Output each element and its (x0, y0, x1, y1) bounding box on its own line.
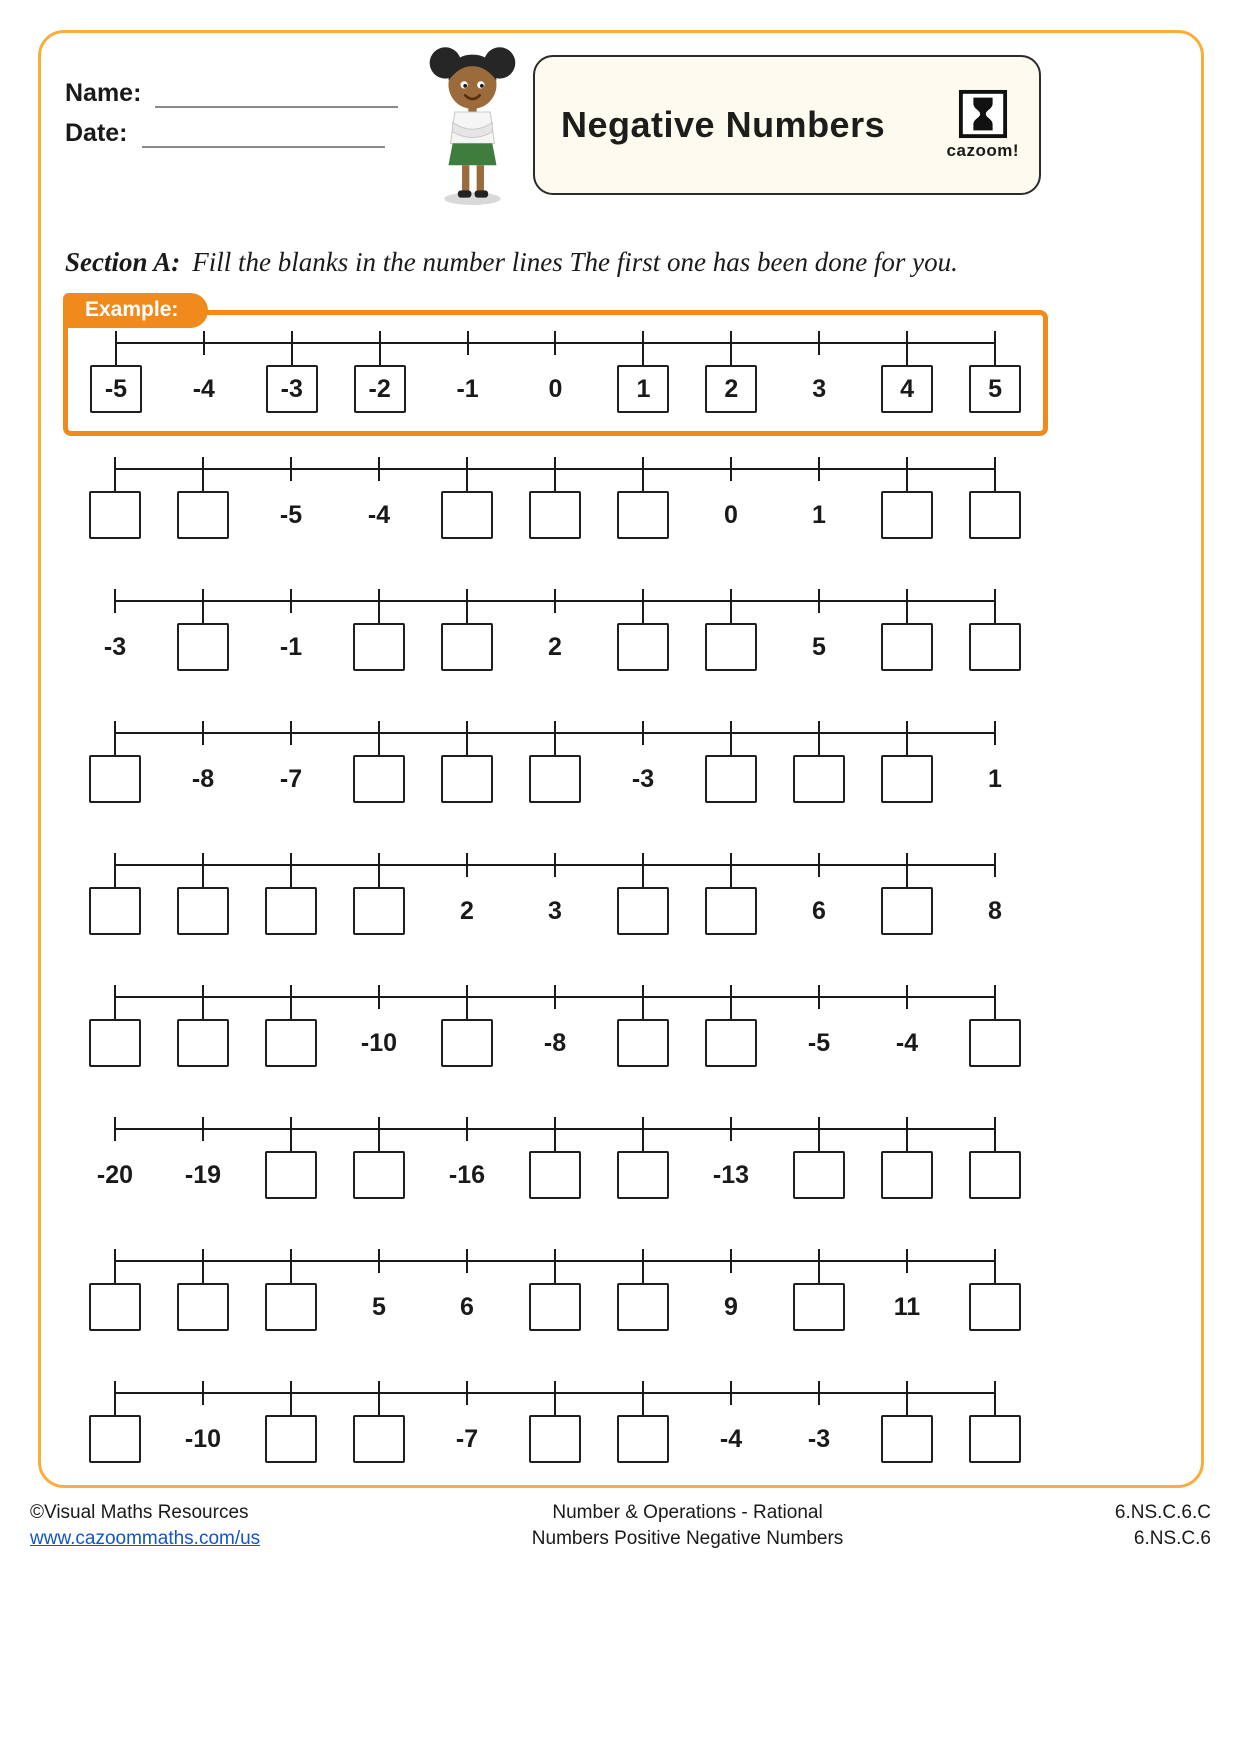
number-label: -4 (367, 500, 391, 529)
filled-answer-box: 1 (617, 365, 669, 413)
tick-connector (114, 1009, 116, 1019)
name-label: Name: (65, 79, 142, 107)
example-block (63, 293, 1048, 438)
number-label: 5 (812, 632, 826, 661)
tick-connector (818, 1141, 820, 1151)
number-label: -7 (455, 1424, 479, 1453)
number-label: -4 (719, 1424, 743, 1453)
tick-connector (466, 745, 468, 755)
tick-connector (290, 1141, 292, 1151)
number-label: -19 (184, 1160, 222, 1189)
example-box (63, 310, 1048, 436)
number-line-rule (115, 864, 995, 866)
empty-answer-box[interactable] (705, 623, 757, 671)
number-label: 11 (893, 1292, 921, 1321)
tick-connector (730, 355, 732, 365)
empty-answer-box[interactable] (793, 1151, 845, 1199)
tick-connector (994, 1009, 996, 1019)
example-number-line (72, 331, 1039, 413)
example-tab: Example: (63, 293, 208, 328)
empty-answer-box[interactable] (705, 1019, 757, 1067)
number-label: -7 (279, 764, 303, 793)
tick-connector (114, 745, 116, 755)
name-input-line[interactable] (155, 82, 398, 108)
number-label: 5 (372, 1292, 386, 1321)
tick-connector (906, 1405, 908, 1415)
empty-answer-box[interactable] (969, 623, 1021, 671)
number-line-rule (115, 996, 995, 998)
empty-answer-box[interactable] (89, 1019, 141, 1067)
number-label: 6 (812, 896, 826, 925)
tick-connector (730, 1009, 732, 1019)
number-line-5 (71, 985, 1039, 1067)
section-heading (65, 247, 1165, 278)
filled-answer-box: -2 (354, 365, 406, 413)
tick-connector (114, 1273, 116, 1283)
tick-connector (994, 355, 996, 365)
number-label: 0 (548, 374, 563, 403)
number-label: 8 (988, 896, 1002, 925)
number-label: -1 (279, 632, 303, 661)
tick-connector (378, 1405, 380, 1415)
mascot-girl-illustration (423, 41, 523, 206)
standard-code-1: 6.NS.C.6.C (1114, 1502, 1211, 1523)
date-field (65, 119, 385, 148)
empty-answer-box[interactable] (353, 755, 405, 803)
tick-connector (642, 481, 644, 491)
empty-answer-box[interactable] (881, 1151, 933, 1199)
empty-answer-box[interactable] (529, 755, 581, 803)
empty-answer-box[interactable] (617, 623, 669, 671)
lines-mount (71, 457, 1039, 1513)
tick-connector (202, 1273, 204, 1283)
name-field (65, 79, 398, 108)
tick-connector (642, 1009, 644, 1019)
empty-answer-box[interactable] (969, 1019, 1021, 1067)
empty-answer-box[interactable] (969, 1415, 1021, 1463)
tick-connector (906, 613, 908, 623)
tick-connector (202, 613, 204, 623)
tick-connector (906, 481, 908, 491)
empty-answer-box[interactable] (353, 1415, 405, 1463)
empty-answer-box[interactable] (353, 887, 405, 935)
tick-connector (554, 481, 556, 491)
tick-connector (730, 613, 732, 623)
number-label: 1 (988, 764, 1002, 793)
tick-connector (291, 355, 293, 365)
empty-answer-box[interactable] (617, 491, 669, 539)
worksheet-title: Negative Numbers (561, 104, 886, 145)
number-label: -10 (184, 1424, 222, 1453)
number-line-rule (115, 1392, 995, 1394)
worksheet-frame (38, 30, 1204, 1488)
section-label: Section A: (65, 247, 181, 277)
number-label: -3 (631, 764, 655, 793)
empty-answer-box[interactable] (793, 1283, 845, 1331)
tick-connector (642, 1273, 644, 1283)
empty-answer-box[interactable] (265, 1415, 317, 1463)
empty-answer-box[interactable] (705, 755, 757, 803)
empty-answer-box[interactable] (89, 887, 141, 935)
empty-answer-box[interactable] (793, 755, 845, 803)
empty-answer-box[interactable] (353, 623, 405, 671)
number-label: -5 (807, 1028, 831, 1057)
empty-answer-box[interactable] (353, 1151, 405, 1199)
title-box (533, 55, 1041, 195)
tick-connector (554, 1141, 556, 1151)
tick-connector (115, 355, 117, 365)
tick-connector (994, 1141, 996, 1151)
number-label: 0 (724, 500, 738, 529)
empty-answer-box[interactable] (441, 755, 493, 803)
number-line-1 (71, 457, 1039, 539)
empty-answer-box[interactable] (89, 491, 141, 539)
empty-answer-box[interactable] (969, 491, 1021, 539)
empty-answer-box[interactable] (89, 755, 141, 803)
cazoom-logo-icon (958, 89, 1008, 139)
empty-answer-box[interactable] (177, 1283, 229, 1331)
empty-answer-box[interactable] (265, 1283, 317, 1331)
empty-answer-box[interactable] (617, 1151, 669, 1199)
tick-connector (114, 1405, 116, 1415)
number-line-4 (71, 853, 1039, 935)
empty-answer-box[interactable] (177, 1019, 229, 1067)
tick-connector (114, 481, 116, 491)
number-line-rule (115, 1128, 995, 1130)
tick-connector (466, 481, 468, 491)
mascot (423, 41, 523, 206)
standard-code-2: 6.NS.C.6 (1133, 1527, 1211, 1549)
empty-answer-box[interactable] (265, 1151, 317, 1199)
number-label: 2 (460, 896, 474, 925)
date-label: Date: (65, 119, 128, 147)
empty-answer-box[interactable] (177, 623, 229, 671)
empty-answer-box[interactable] (529, 1283, 581, 1331)
tick-connector (114, 877, 116, 887)
tick-connector (290, 1009, 292, 1019)
tick-connector (642, 613, 644, 623)
number-label: 2 (548, 632, 562, 661)
number-line-3 (71, 721, 1039, 803)
tick-connector (466, 613, 468, 623)
number-label: 3 (548, 896, 562, 925)
number-label: -4 (192, 374, 215, 403)
empty-answer-box[interactable] (969, 1151, 1021, 1199)
tick-connector (378, 613, 380, 623)
tick-connector (378, 745, 380, 755)
tick-connector (290, 877, 292, 887)
footer-topic-line2: Numbers Positive Negative Numbers (531, 1527, 844, 1549)
number-label: -20 (96, 1160, 134, 1189)
tick-connector (378, 877, 380, 887)
empty-answer-box[interactable] (881, 491, 933, 539)
footer-topic-line1: Number & Operations - Rational (552, 1502, 823, 1523)
number-line-rule (115, 1260, 995, 1262)
footer-right (1115, 1500, 1211, 1551)
tick-connector (906, 1141, 908, 1151)
number-label: -16 (448, 1160, 486, 1189)
filled-answer-box: -3 (266, 365, 318, 413)
brand-logo (947, 89, 1019, 161)
empty-answer-box[interactable] (881, 623, 933, 671)
tick-connector (994, 1405, 996, 1415)
filled-answer-box: -5 (90, 365, 142, 413)
tick-connector (642, 1405, 644, 1415)
number-line-6 (71, 1117, 1039, 1199)
number-label: -8 (543, 1028, 567, 1057)
empty-answer-box[interactable] (881, 755, 933, 803)
tick-connector (554, 1405, 556, 1415)
tick-connector (994, 481, 996, 491)
number-label: -13 (712, 1160, 750, 1189)
number-label: -3 (103, 632, 127, 661)
tick-connector (642, 877, 644, 887)
number-label: -3 (807, 1424, 831, 1453)
empty-answer-box[interactable] (881, 887, 933, 935)
empty-answer-box[interactable] (529, 1151, 581, 1199)
empty-answer-box[interactable] (969, 1283, 1021, 1331)
tick-connector (642, 1141, 644, 1151)
tick-connector (994, 613, 996, 623)
tick-connector (290, 1405, 292, 1415)
tick-connector (906, 745, 908, 755)
footer-center (532, 1500, 844, 1551)
section-instructions: Fill the blanks in the number lines The first one has been done for you. (192, 247, 958, 277)
tick-connector (202, 877, 204, 887)
tick-connector (379, 355, 381, 365)
tick-connector (642, 355, 644, 365)
empty-answer-box[interactable] (529, 1415, 581, 1463)
number-line-rule (115, 732, 995, 734)
empty-answer-box[interactable] (617, 887, 669, 935)
number-line-2 (71, 589, 1039, 671)
empty-answer-box[interactable] (89, 1283, 141, 1331)
empty-answer-box[interactable] (529, 491, 581, 539)
tick-connector (818, 745, 820, 755)
empty-answer-box[interactable] (441, 1019, 493, 1067)
tick-connector (202, 1009, 204, 1019)
tick-connector (202, 481, 204, 491)
date-input-line[interactable] (142, 122, 385, 148)
empty-answer-box[interactable] (705, 887, 757, 935)
number-label: -4 (895, 1028, 919, 1057)
number-label: -1 (456, 374, 479, 403)
number-label: 3 (812, 374, 827, 403)
empty-answer-box[interactable] (617, 1283, 669, 1331)
filled-answer-box: 5 (969, 365, 1021, 413)
number-label: 9 (724, 1292, 738, 1321)
number-label: -8 (191, 764, 215, 793)
empty-answer-box[interactable] (177, 887, 229, 935)
empty-answer-box[interactable] (265, 887, 317, 935)
example-line-mount (72, 331, 1039, 413)
tick-connector (466, 1009, 468, 1019)
tick-connector (730, 745, 732, 755)
empty-answer-box[interactable] (617, 1019, 669, 1067)
number-label: -10 (360, 1028, 398, 1057)
website-link[interactable]: www.cazoommaths.com/us (30, 1527, 261, 1549)
tick-connector (554, 1273, 556, 1283)
number-label: 1 (812, 500, 826, 529)
empty-answer-box[interactable] (441, 623, 493, 671)
empty-answer-box[interactable] (881, 1415, 933, 1463)
tick-connector (378, 1141, 380, 1151)
tick-connector (730, 877, 732, 887)
number-label: 6 (460, 1292, 474, 1321)
empty-answer-box[interactable] (441, 491, 493, 539)
empty-answer-box[interactable] (177, 491, 229, 539)
empty-answer-box[interactable] (617, 1415, 669, 1463)
footer (30, 1500, 1211, 1551)
tick-connector (290, 1273, 292, 1283)
number-line-rule (115, 468, 995, 470)
brand-name: cazoom! (946, 141, 1019, 160)
tick-connector (554, 745, 556, 755)
tick-connector (906, 355, 908, 365)
empty-answer-box[interactable] (265, 1019, 317, 1067)
tick-connector (906, 877, 908, 887)
filled-answer-box: 4 (881, 365, 933, 413)
empty-answer-box[interactable] (89, 1415, 141, 1463)
number-label: -5 (279, 500, 303, 529)
filled-answer-box: 2 (705, 365, 757, 413)
footer-left (30, 1500, 260, 1551)
number-line-8 (71, 1381, 1039, 1463)
tick-connector (818, 1273, 820, 1283)
copyright-text: ©Visual Maths Resources (30, 1502, 249, 1523)
number-line-rule (115, 600, 995, 602)
number-line-rule (116, 342, 995, 344)
number-line-7 (71, 1249, 1039, 1331)
tick-connector (994, 1273, 996, 1283)
